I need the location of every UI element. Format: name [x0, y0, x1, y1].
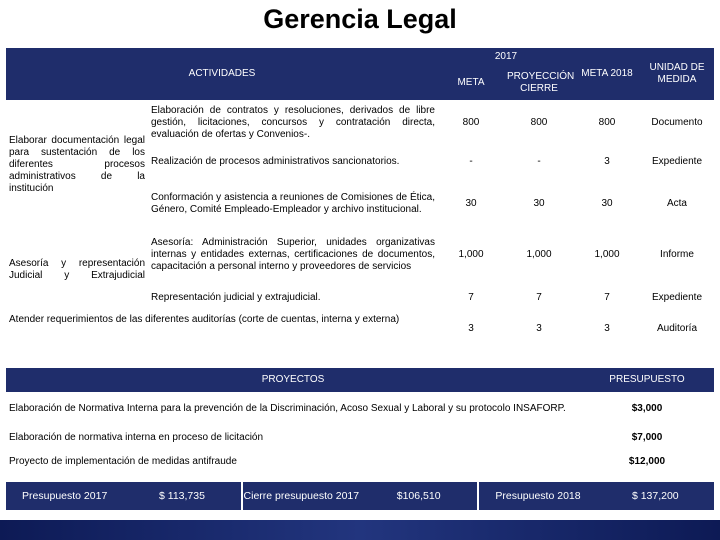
project-row [6, 450, 714, 474]
meta-value: 7 [468, 292, 474, 303]
project-row [6, 392, 714, 426]
cierre-value: 7 [536, 292, 542, 303]
unidad-value: Informe [660, 249, 694, 260]
meta-value: 800 [462, 117, 480, 128]
cierre-value: $106,510 [396, 490, 441, 502]
project-name: Elaboración de normativa interna en proceso de licitación [9, 432, 264, 443]
meta-value: 30 [465, 198, 477, 209]
unidad-value: Acta [666, 198, 687, 209]
budget-2017-value: $ 113,735 [159, 490, 205, 502]
budget-2017-label: Presupuesto 2017 [22, 490, 108, 502]
header-proyeccion-cierre: PROYECCIÓN CIERRE [504, 66, 574, 100]
project-amount: $3,000 [631, 403, 663, 414]
unidad-value: Documento [651, 117, 703, 128]
unidad-value: Expediente [651, 156, 703, 167]
cierre-value: - [537, 156, 541, 167]
projects-table [6, 368, 714, 474]
cierre-label: Cierre presupuesto 2017 [243, 490, 360, 502]
activity-text: Atender requerimientos de las diferentes auditorías (corte de cuentas, interna y externa) [9, 314, 400, 325]
projects-header [6, 368, 714, 392]
budget-2018-label: Presupuesto 2018 [495, 490, 581, 502]
meta-value: 1,000 [458, 249, 484, 260]
project-amount: $12,000 [628, 456, 666, 467]
meta-2018-value: 7 [604, 292, 610, 303]
project-name: Proyecto de implementación de medidas antifraude [9, 456, 237, 467]
meta-value: 3 [468, 323, 474, 334]
activities-table [6, 48, 714, 345]
footer-band [0, 520, 720, 540]
meta-2018-value: 30 [601, 198, 613, 209]
activity-text: Asesoría: Administración Superior, unidades organizativas internas y entidades externas, certificaciones de documentos, capacitación a personal interno y proveedores de servicios [151, 237, 435, 272]
cierre-value: 30 [533, 198, 545, 209]
header-meta: META [438, 66, 504, 100]
group-label: Asesoría y representación Judicial y Extrajudicial [9, 258, 145, 281]
activity-text: Realización de procesos administrativos sancionatorios. [151, 156, 400, 167]
activity-text: Representación judicial y extrajudicial. [151, 292, 321, 303]
header-year: 2017 [438, 48, 574, 66]
header-meta-2018: META 2018 [574, 48, 640, 100]
activity-text: Elaboración de contratos y resoluciones, derivados de libre gestión, licitaciones, concursos y contratación directa, evaluación de ofertas y Convenios-. [151, 105, 435, 140]
table-row [6, 227, 714, 283]
project-name: Elaboración de Normativa Interna para la prevención de la Discriminación, Acoso Sexual y Laboral y su protocolo INSAFORP. [9, 403, 566, 414]
page-title: Gerencia Legal [263, 4, 457, 34]
project-amount: $7,000 [631, 432, 663, 443]
meta-2018-value: 1,000 [594, 249, 620, 260]
unidad-value: Expediente [651, 292, 703, 303]
table-row [6, 313, 714, 345]
budget-bar [6, 482, 714, 510]
cierre-value: 3 [536, 323, 542, 334]
meta-value: - [469, 156, 473, 167]
meta-2018-value: 3 [604, 156, 610, 167]
header-presupuesto: PRESUPUESTO [580, 368, 714, 392]
header-row [6, 48, 714, 66]
header-actividades: ACTIVIDADES [6, 48, 438, 100]
meta-2018-value: 800 [598, 117, 616, 128]
table-row [6, 103, 714, 143]
activity-text: Conformación y asistencia a reuniones de Comisiones de Ética, Género, Comité Empleado-Empleador y archivo institucional. [151, 192, 435, 215]
unidad-value: Auditoría [656, 323, 698, 334]
cierre-value: 1,000 [526, 249, 552, 260]
header-proyectos: PROYECTOS [6, 368, 580, 392]
meta-2018-value: 3 [604, 323, 610, 334]
group-label: Elaborar documentación legal para sustentación de los diferentes procesos administrativos de la institución [9, 135, 145, 194]
budget-2018-value: $ 137,200 [631, 490, 679, 502]
cierre-value: 800 [530, 117, 548, 128]
header-unidad-medida: UNIDAD DE MEDIDA [640, 48, 714, 100]
project-row [6, 426, 714, 450]
